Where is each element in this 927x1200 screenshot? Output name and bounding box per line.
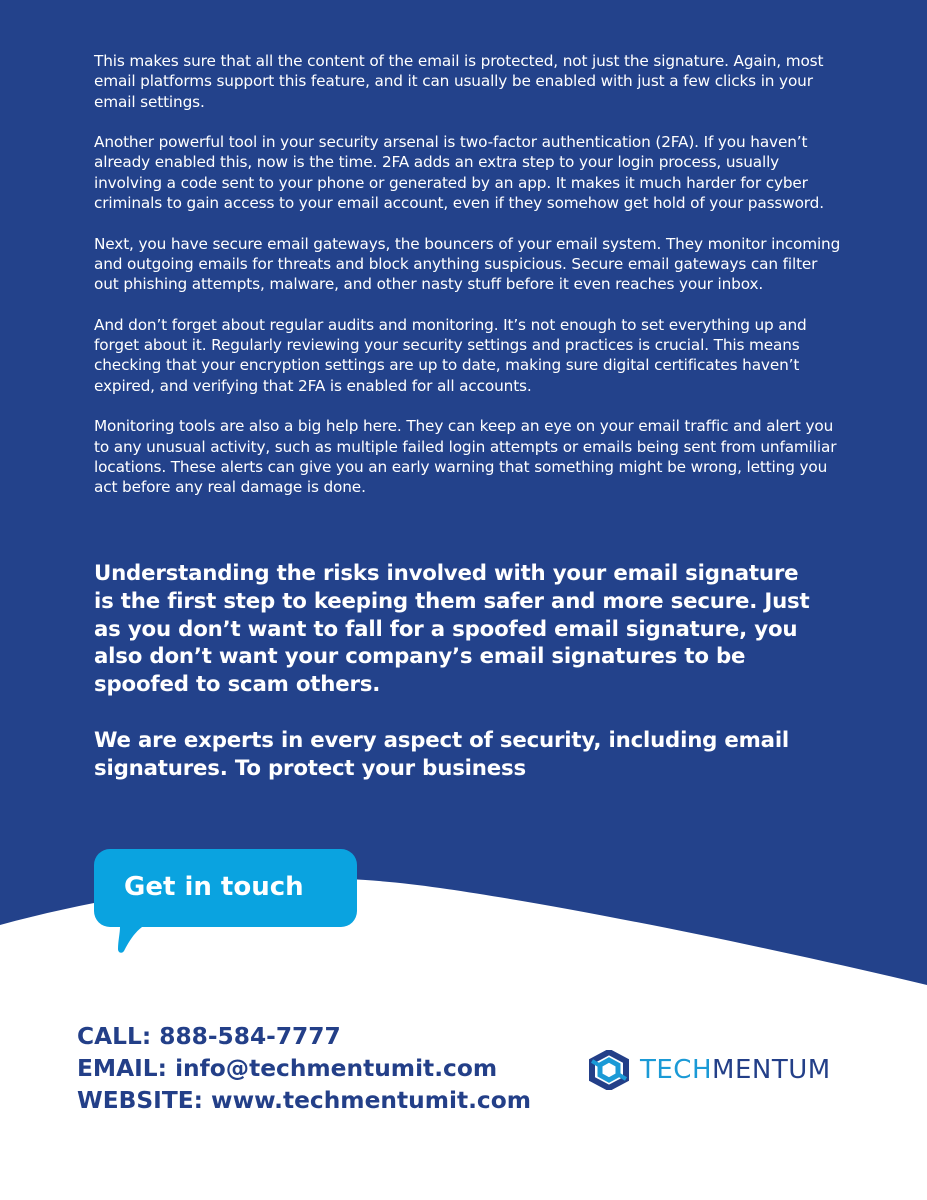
contact-block (77, 1021, 531, 1117)
techmentum-hex-logo-icon (588, 1050, 630, 1090)
techmentum-logo (588, 1048, 831, 1092)
body-paragraph: This makes sure that all the content of the email is protected, not just the signature. Again, most email platforms support this feature, and it can usually be enabled with just a few clicks in your email settings. (94, 52, 824, 111)
lead-text-block (94, 560, 824, 810)
email-line[interactable]: EMAIL: info@techmentumit.com (77, 1055, 498, 1082)
body-text-block (94, 51, 842, 518)
body-paragraph: Monitoring tools are also a big help here. They can keep an eye on your email traffic and alert you to any unusual activity, such as multiple failed login attempts or emails being sent from unfamiliar locations. These alerts can give you an early warning that something might be wrong, letting you act before any real damage is done. (94, 417, 837, 497)
get-in-touch-button[interactable] (94, 849, 357, 953)
body-paragraph: And don’t forget about regular audits and monitoring. It’s not enough to set everything up and forget about it. Regularly reviewing your security settings and practices is crucial. This means checking that your encryption settings are up to date, making sure digital certificates haven’t expired, and verifying that 2FA is enabled for all accounts. (94, 315, 807, 395)
get-in-touch-label: Get in touch (124, 872, 304, 902)
logo-part-tech: TECH (640, 1055, 713, 1085)
logo-wordmark (640, 1055, 831, 1085)
logo-part-mentum: MENTUM (712, 1055, 831, 1085)
body-paragraph: Next, you have secure email gateways, the bouncers of your email system. They monitor incoming and outgoing emails for threats and block anything suspicious. Secure email gateways can filter out phishing attempts, malware, and other nasty stuff before it even reaches your inbox. (94, 234, 841, 294)
lead-paragraph: We are experts in every aspect of security, including email signatures. To protect your business (94, 727, 790, 781)
website-line[interactable]: WEBSITE: www.techmentumit.com (77, 1087, 532, 1114)
call-line[interactable]: CALL: 888-584-7777 (77, 1023, 341, 1050)
body-paragraph: Another powerful tool in your security arsenal is two-factor authentication (2FA). If you haven’t already enabled this, now is the time. 2FA adds an extra step to your login process, usually involving a code sent to your phone or generated by an app. It makes it much harder for cyber criminals to gain access to your email account, even if they somehow get hold of your password. (94, 133, 824, 213)
lead-paragraph: Understanding the risks involved with your email signature is the first step to keeping them safer and more secure. Just as you don’t want to fall for a spoofed email signature, you also don’t want your company’s email signatures to be spoofed to scam others. (94, 561, 810, 698)
